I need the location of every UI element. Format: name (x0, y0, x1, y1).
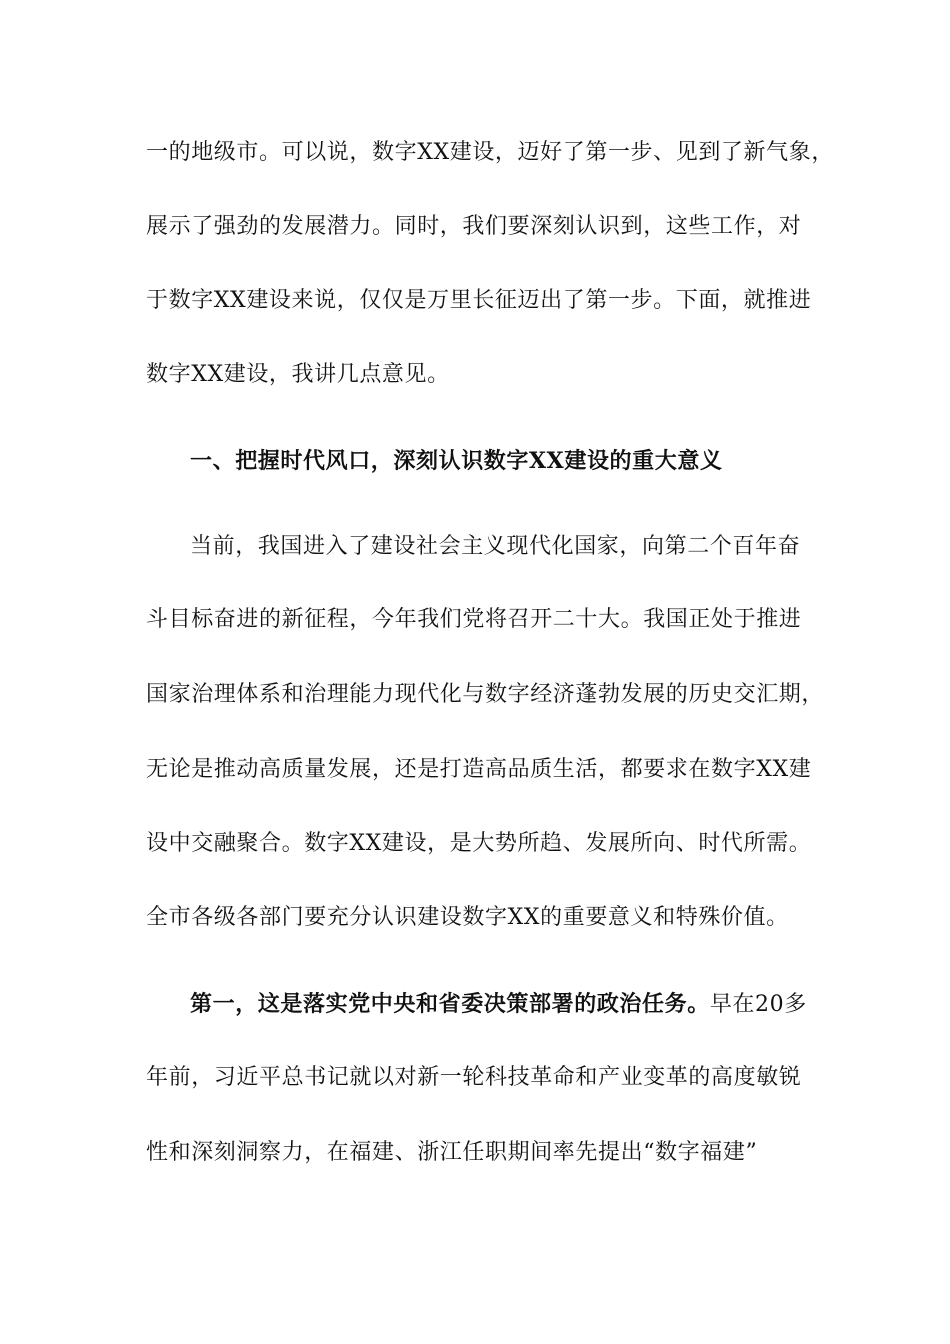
section-heading: 一、把握时代风口，深刻认识数字XX建设的重大意义 (190, 448, 723, 474)
body-text-line: 斗目标奋进的新征程，今年我们党将召开二十大。我国正处于推进 (146, 607, 802, 632)
body-text-line: 国家治理体系和治理能力现代化与数字经济蓬勃发展的历史交汇期， (146, 682, 825, 707)
body-text-line: 数字XX建设，我讲几点意见。 (146, 362, 450, 387)
body-text-line: 展示了强劲的发展潜力。同时，我们要深刻认识到，这些工作，对 (146, 214, 802, 239)
body-text-line: 无论是推动高质量发展，还是打造高品质生活，都要求在数字XX建 (146, 757, 812, 782)
body-text-line: 设中交融聚合。数字XX建设，是大势所趋、发展所向、时代所需。 (146, 831, 812, 856)
body-text-line: 一的地级市。可以说，数字XX建设，迈好了第一步、见到了新气象， (146, 140, 834, 165)
paragraph-first-line (190, 989, 870, 1020)
body-text-line: 全市各级各部门要充分认识建设数字XX的重要意义和特殊价值。 (146, 905, 789, 930)
body-text-run: 早在20多 (709, 992, 807, 1017)
body-text-line: 于数字XX建设来说，仅仅是万里长征迈出了第一步。下面，就推进 (146, 288, 812, 313)
body-text-line: 性和深刻洞察力，在福建、浙江任职期间率先提出“数字福建” (146, 1140, 758, 1165)
bold-lead-sentence: 第一，这是落实党中央和省委决策部署的政治任务。 (190, 991, 710, 1017)
body-text-line: 年前，习近平总书记就以对新一轮科技革命和产业变革的高度敏锐 (146, 1065, 802, 1090)
body-text-line: 当前，我国进入了建设社会主义现代化国家，向第二个百年奋 (190, 534, 801, 559)
